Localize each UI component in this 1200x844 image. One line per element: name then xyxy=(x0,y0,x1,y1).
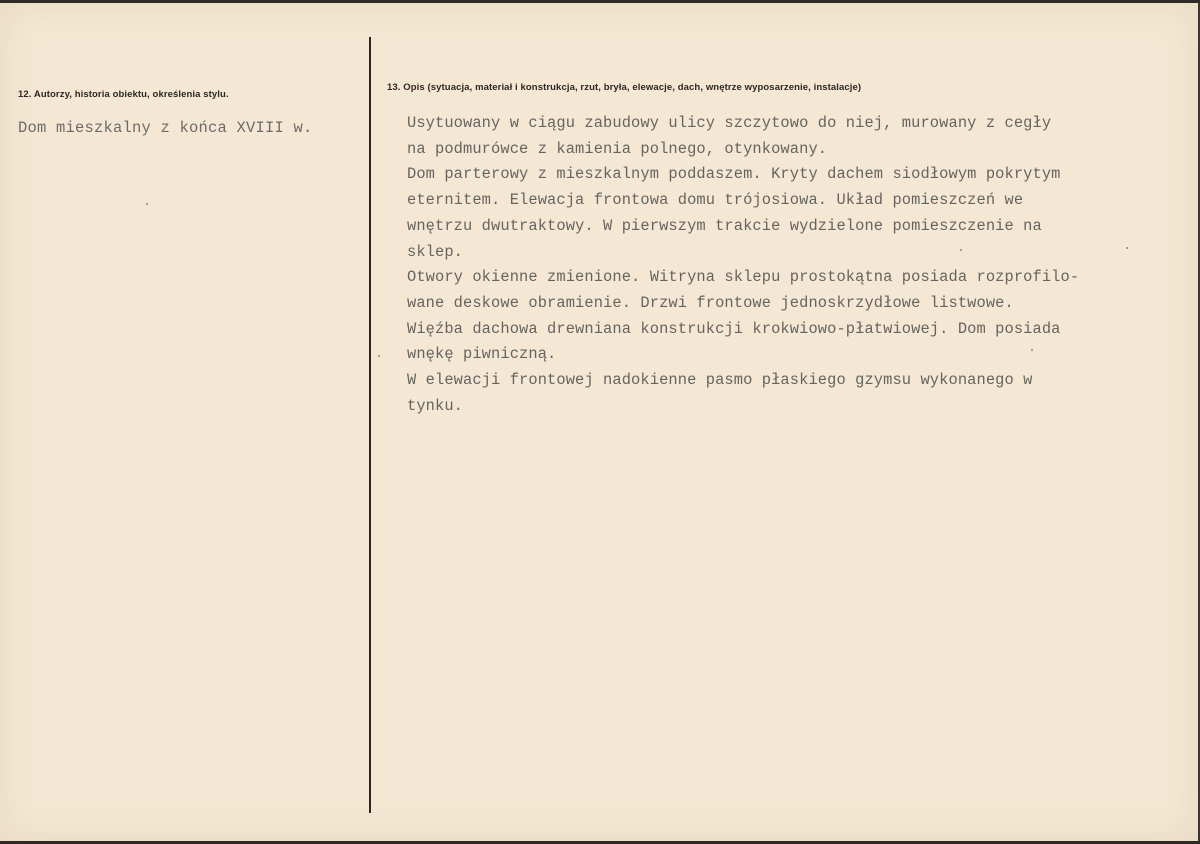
description-line: wane deskowe obramienie. Drzwi frontowe jednoskrzydłowe listwowe. xyxy=(407,293,1014,312)
description-line: sklep. xyxy=(407,242,464,261)
paper-speck xyxy=(1031,349,1033,351)
paper-speck xyxy=(960,249,962,251)
description-line: eternitem. Elewacja frontowa domu trójosiowa. Układ pomieszczeń we xyxy=(407,191,1024,210)
description-line: Więźba dachowa drewniana konstrukcji krokwiowo-płatwiowej. Dom posiada xyxy=(407,319,1061,338)
description-line: W elewacji frontowej nadokienne pasmo płaskiego gzymsu wykonanego w xyxy=(407,371,1033,390)
section-12-text: Dom mieszkalny z końca XVIII w. xyxy=(18,119,313,137)
inventory-card xyxy=(0,3,1200,841)
section-13-header: 13. Opis (sytuacja, materiał i konstrukcja, rzut, bryła, elewacje, dach, wnętrze wyposarzenie, instalacje) xyxy=(387,82,862,93)
description-line: tynku. xyxy=(407,396,464,415)
section-13-description xyxy=(407,111,1079,419)
paper-speck xyxy=(378,355,380,357)
description-line: Usytuowany w ciągu zabudowy ulicy szczytowo do niej, murowany z cegły xyxy=(407,114,1052,132)
section-12-header: 12. Autorzy, historia obiektu, określenia stylu. xyxy=(18,89,229,100)
description-line: Dom parterowy z mieszkalnym poddaszem. Kryty dachem siodłowym pokrytym xyxy=(407,165,1061,184)
description-line: wnętrzu dwutraktowy. W pierwszym trakcie wydzielone pomieszczenie na xyxy=(407,216,1042,235)
paper-speck xyxy=(1126,247,1128,249)
paper-speck xyxy=(146,203,148,205)
description-line: na podmurówce z kamienia polnego, otynkowany. xyxy=(407,139,828,158)
description-line: wnękę piwniczną. xyxy=(407,345,557,364)
column-divider xyxy=(369,37,371,813)
description-line: Otwory okienne zmienione. Witryna sklepu prostokątna posiada rozprofilo- xyxy=(407,268,1080,287)
